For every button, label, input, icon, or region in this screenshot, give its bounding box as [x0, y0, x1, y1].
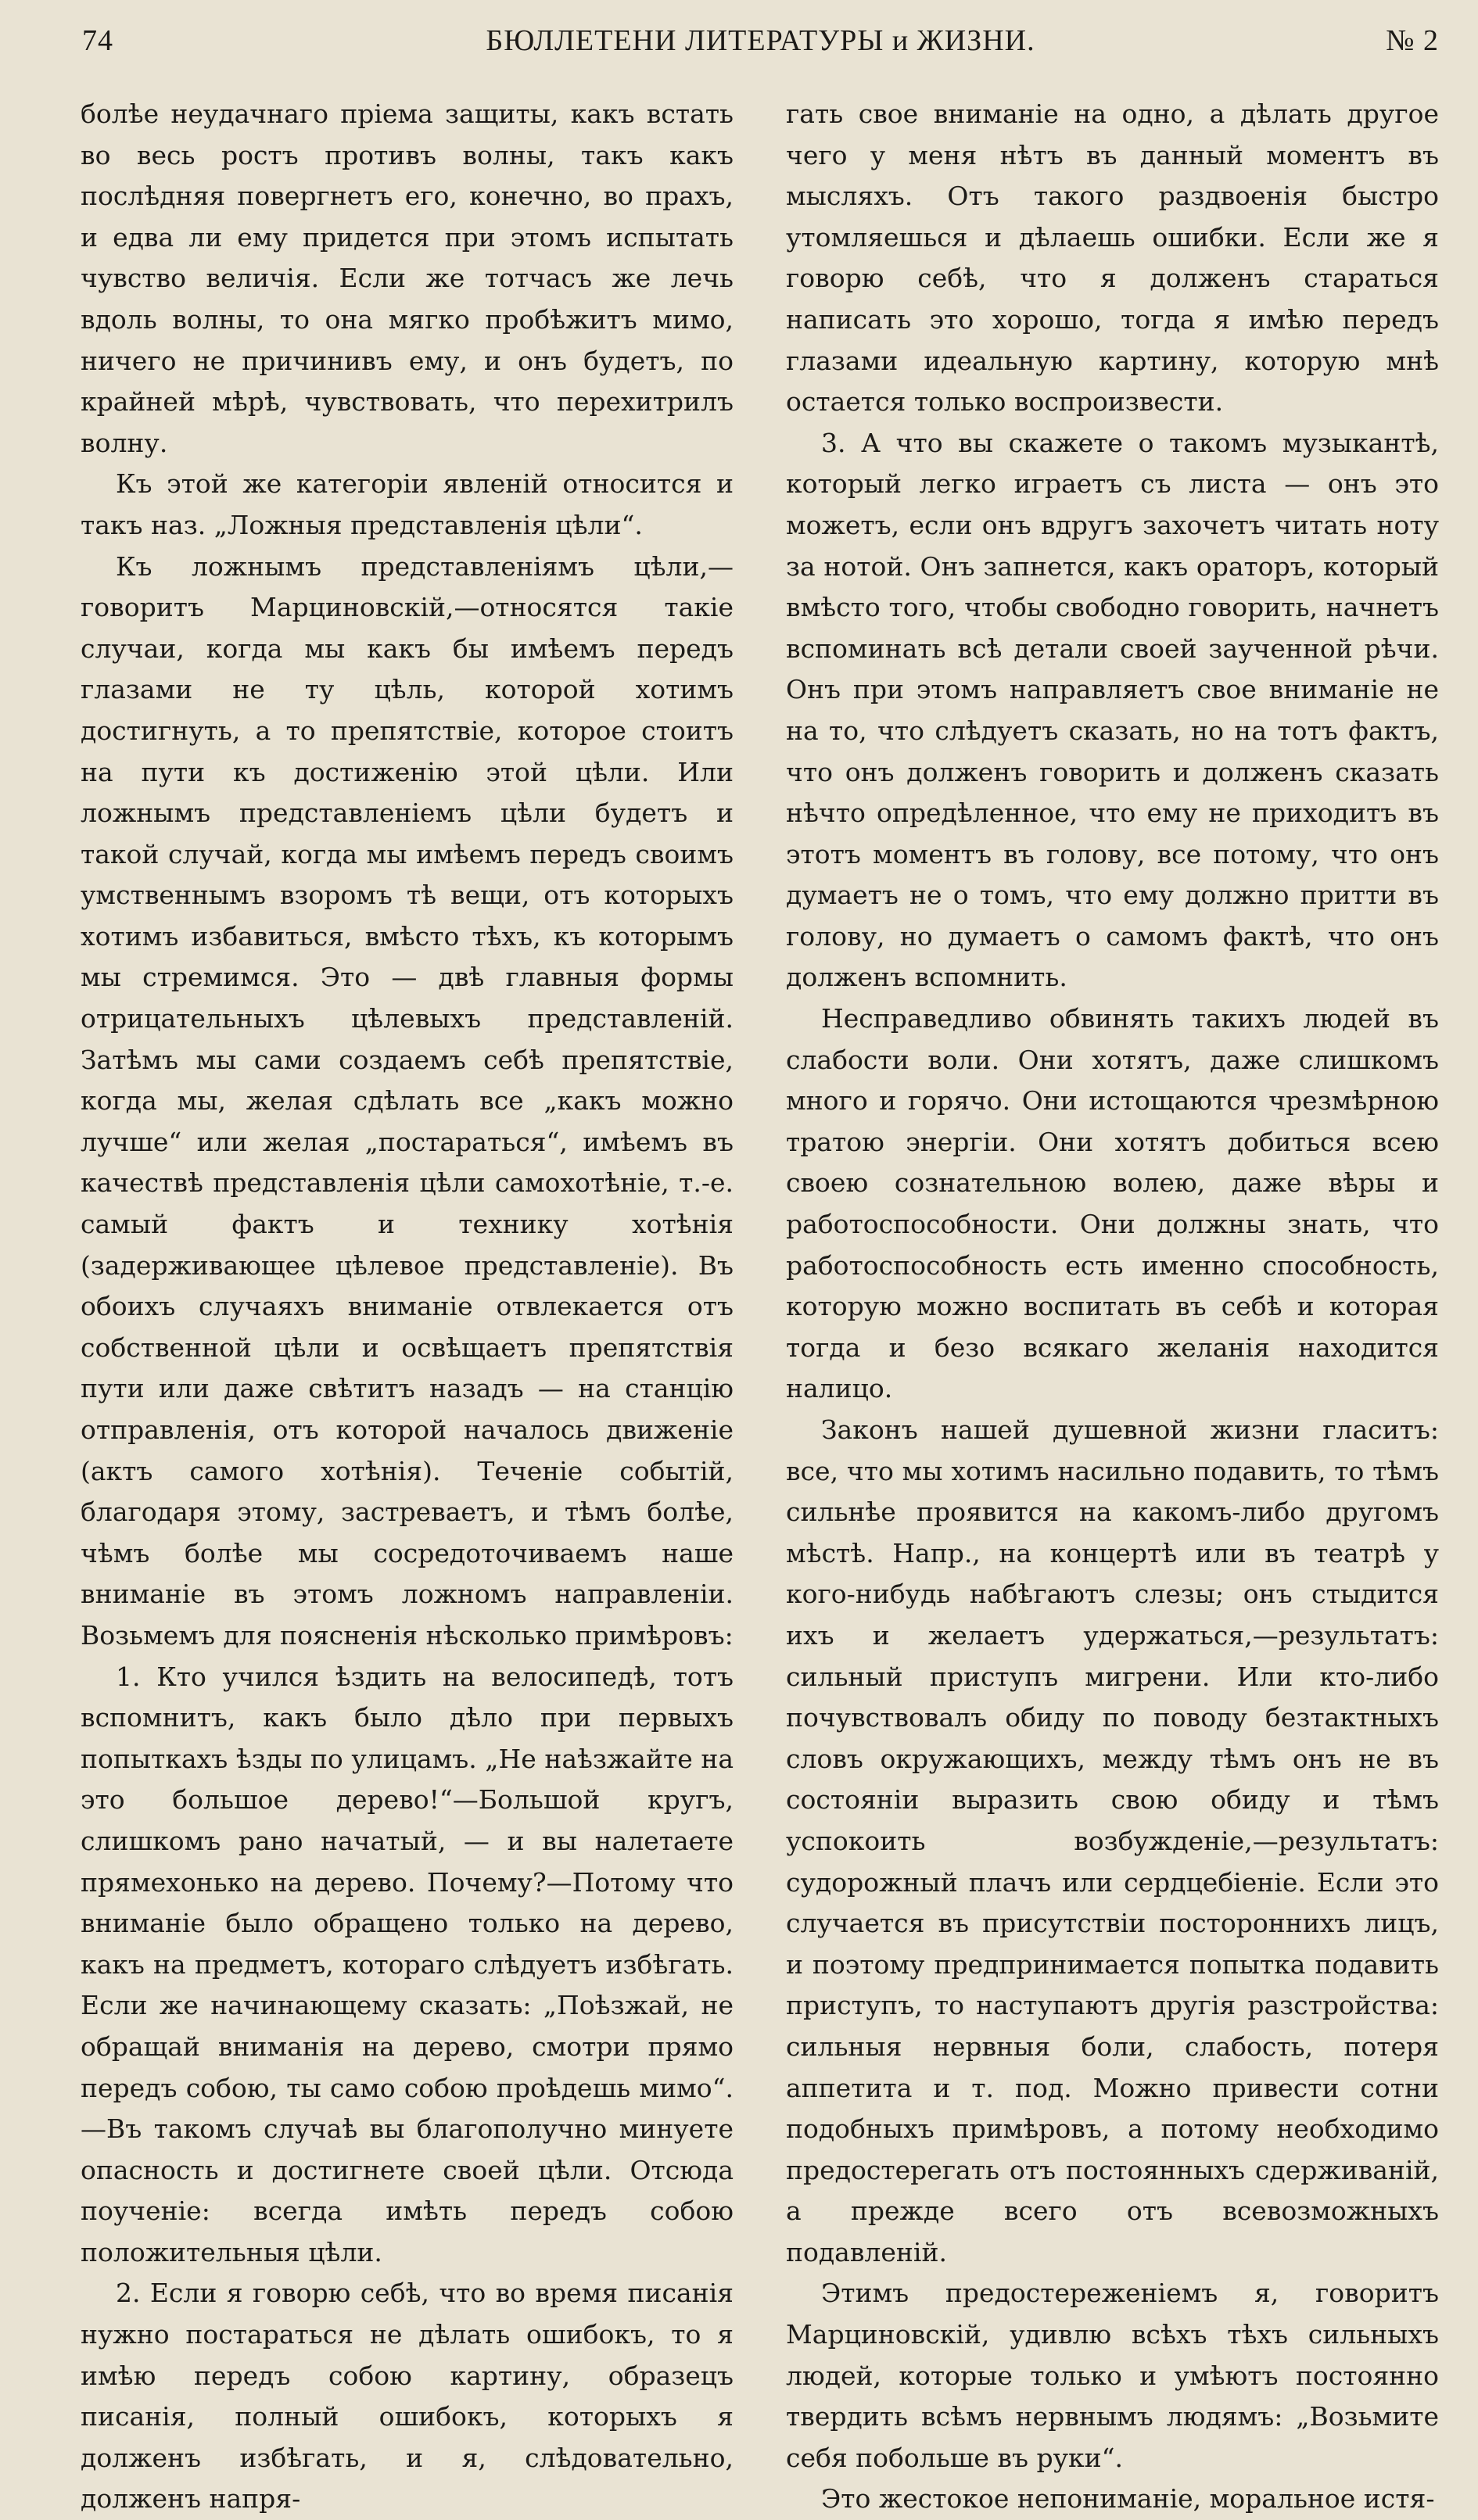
paragraph: Несправедливо обвинять такихъ людей въ слабости воли. Они хотятъ, даже слишкомъ много и горячо. Они истощаются чрезмѣрною тратою энергіи. Они хотятъ добиться всею своею сознательною волею, даже вѣры и работоспособности. Они должны знать, что работоспособность есть именно способность, которую можно воспитать въ себѣ и которая тогда и безо всякаго желанія находится налицо. — [786, 1003, 1439, 1404]
paragraph: Законъ нашей душевной жизни гласитъ: все, что мы хотимъ насильно подавить, то тѣмъ сильнѣе проявится на какомъ-либо другомъ мѣстѣ. Напр., на концертѣ или въ театрѣ у кого-нибудь набѣгаютъ слезы; онъ стыдится ихъ и желаетъ удержаться,—результатъ: сильный приступъ мигрени. Или кто-либо почувствовалъ обиду по поводу безтактныхъ словъ окружающихъ, между тѣмъ онъ не въ состояніи выразить свою обиду и тѣмъ успокоить возбужденіе,—результатъ: судорожный плачъ или сердцебіеніе. Если это случается въ присутствіи постороннихъ лицъ, и поэтому предпринимается попытка подавить приступъ, то наступаютъ другія разстройства: сильныя нервныя боли, слабость, потеря аппетита и т. под. Можно привести сотни подобныхъ примѣровъ, а потому необходимо предостерегать отъ постоянныхъ сдерживаній, а прежде всего отъ всевозможныхъ подавленій. — [786, 1414, 1439, 2267]
page-header — [82, 23, 1439, 70]
paragraph: 1. Кто учился ѣздить на велосипедѣ, тотъ вспомнитъ, какъ было дѣло при первыхъ попыткахъ ѣзды по улицамъ. „Не наѣзжайте на это большое дерево!“—Большой кругъ, слишкомъ рано начатый, — и вы налетаете прямехонько на дерево. Почему?—Потому что вниманіе было обращено только на дерево, какъ на предметъ, котораго слѣдуетъ избѣгать. Если же начинающему сказать: „Поѣзжай, не обращай вниманія на дерево, смотри прямо передъ собою, ты само собою проѣдешь мимо“.—Въ такомъ случаѣ вы благополучно минуете опасность и достигнете своей цѣли. Отсюда поученіе: всегда имѣть передъ собою положительныя цѣли. — [81, 1661, 734, 2267]
paragraph: гать свое вниманіе на одно, а дѣлать другое чего у меня нѣтъ въ данный моментъ въ мысляхъ. Отъ такого раздвоенія быстро утомляешься и дѣлаешь ошибки. Если же я говорю себѣ, что я долженъ стараться написать это хорошо, тогда я имѣю передъ глазами идеальную картину, которую мнѣ остается только воспроизвести. — [786, 99, 1439, 418]
left-column — [81, 94, 734, 2520]
paragraph: 2. Если я говорю себѣ, что во время писанія нужно постараться не дѣлать ошибокъ, то я имѣю передъ собою картину, образецъ писанія, полный ошибокъ, которыхъ я долженъ избѣгать, и я, слѣдовательно, долженъ напря- — [81, 2278, 734, 2515]
paragraph: болѣе неудачнаго пріема защиты, какъ встать во весь ростъ противъ волны, такъ какъ послѣдняя повергнетъ его, конечно, во прахъ, и едва ли ему придется при этомъ испытать чувство величія. Если же тотчасъ же лечь вдоль волны, то она мягко пробѣжитъ мимо, ничего не причинивъ ему, и онъ будетъ, по крайней мѣрѣ, чувствовать, что перехитрилъ волну. — [81, 99, 734, 458]
running-title: БЮЛЛЕТЕНИ ЛИТЕРАТУРЫ и ЖИЗНИ. — [486, 24, 1035, 57]
paragraph: Къ этой же категоріи явленій относится и такъ наз. „Ложныя представленія цѣли“. — [81, 468, 734, 540]
paragraph: Это жестокое непониманіе, моральное истя- — [821, 2483, 1435, 2515]
issue-number: № 2 — [1386, 24, 1439, 57]
right-column — [786, 94, 1439, 2520]
page-number: 74 — [82, 24, 113, 57]
paragraph: 3. А что вы скажете о такомъ музыкантѣ, который легко играетъ съ листа — онъ это можетъ, если онъ вдругъ захочетъ читать ноту за нотой. Онъ запнется, какъ ораторъ, который вмѣсто того, чтобы свободно говорить, начнетъ вспоминать всѣ детали своей заученной рѣчи. Онъ при этомъ направляетъ свое вниманіе не на то, что слѣдуетъ сказать, но на тотъ фактъ, что онъ долженъ говорить и долженъ сказать нѣчто опредѣленное, что ему не приходитъ въ этотъ моментъ въ голову, все потому, что онъ думаетъ не о томъ, что ему должно притти въ голову, но думаетъ о самомъ фактѣ, что онъ долженъ вспомнить. — [786, 427, 1439, 993]
paragraph: Этимъ предостереженіемъ я, говоритъ Марциновскій, удивлю всѣхъ тѣхъ сильныхъ людей, которые только и умѣютъ постоянно твердить всѣмъ нервнымъ людямъ: „Возьмите себя побольше въ руки“. — [786, 2278, 1439, 2473]
paragraph: Къ ложнымъ представленіямъ цѣли,—говоритъ Марциновскій,—относятся такіе случаи, когда мы какъ бы имѣемъ передъ глазами не ту цѣль, которой хотимъ достигнуть, а то препятствіе, которое стоитъ на пути къ достиженію этой цѣли. Или ложнымъ представленіемъ цѣли будетъ и такой случай, когда мы имѣемъ передъ своимъ умственнымъ взоромъ тѣ вещи, отъ которыхъ хотимъ избавиться, вмѣсто тѣхъ, къ которымъ мы стремимся. Это — двѣ главныя формы отрицательныхъ цѣлевыхъ представленій. Затѣмъ мы сами создаемъ себѣ препятствіе, когда мы, желая сдѣлать все „какъ можно лучше“ или желая „постараться“, имѣемъ въ качествѣ представленія цѣли самохотѣніе, т.-е. самый фактъ и технику хотѣнія (задерживающее цѣлевое представленіе). Въ обоихъ случаяхъ вниманіе отвлекается отъ собственной цѣли и освѣщаетъ препятствія пути или даже свѣтитъ назадъ — на станцію отправленія, отъ которой началось движеніе (актъ самого хотѣнія). Теченіе событій, благодаря этому, застреваетъ, и тѣмъ болѣе, чѣмъ болѣе мы сосредоточиваемъ наше вниманіе въ этомъ ложномъ направленіи. Возьмемъ для поясненія нѣсколько примѣровъ: — [81, 550, 734, 1651]
